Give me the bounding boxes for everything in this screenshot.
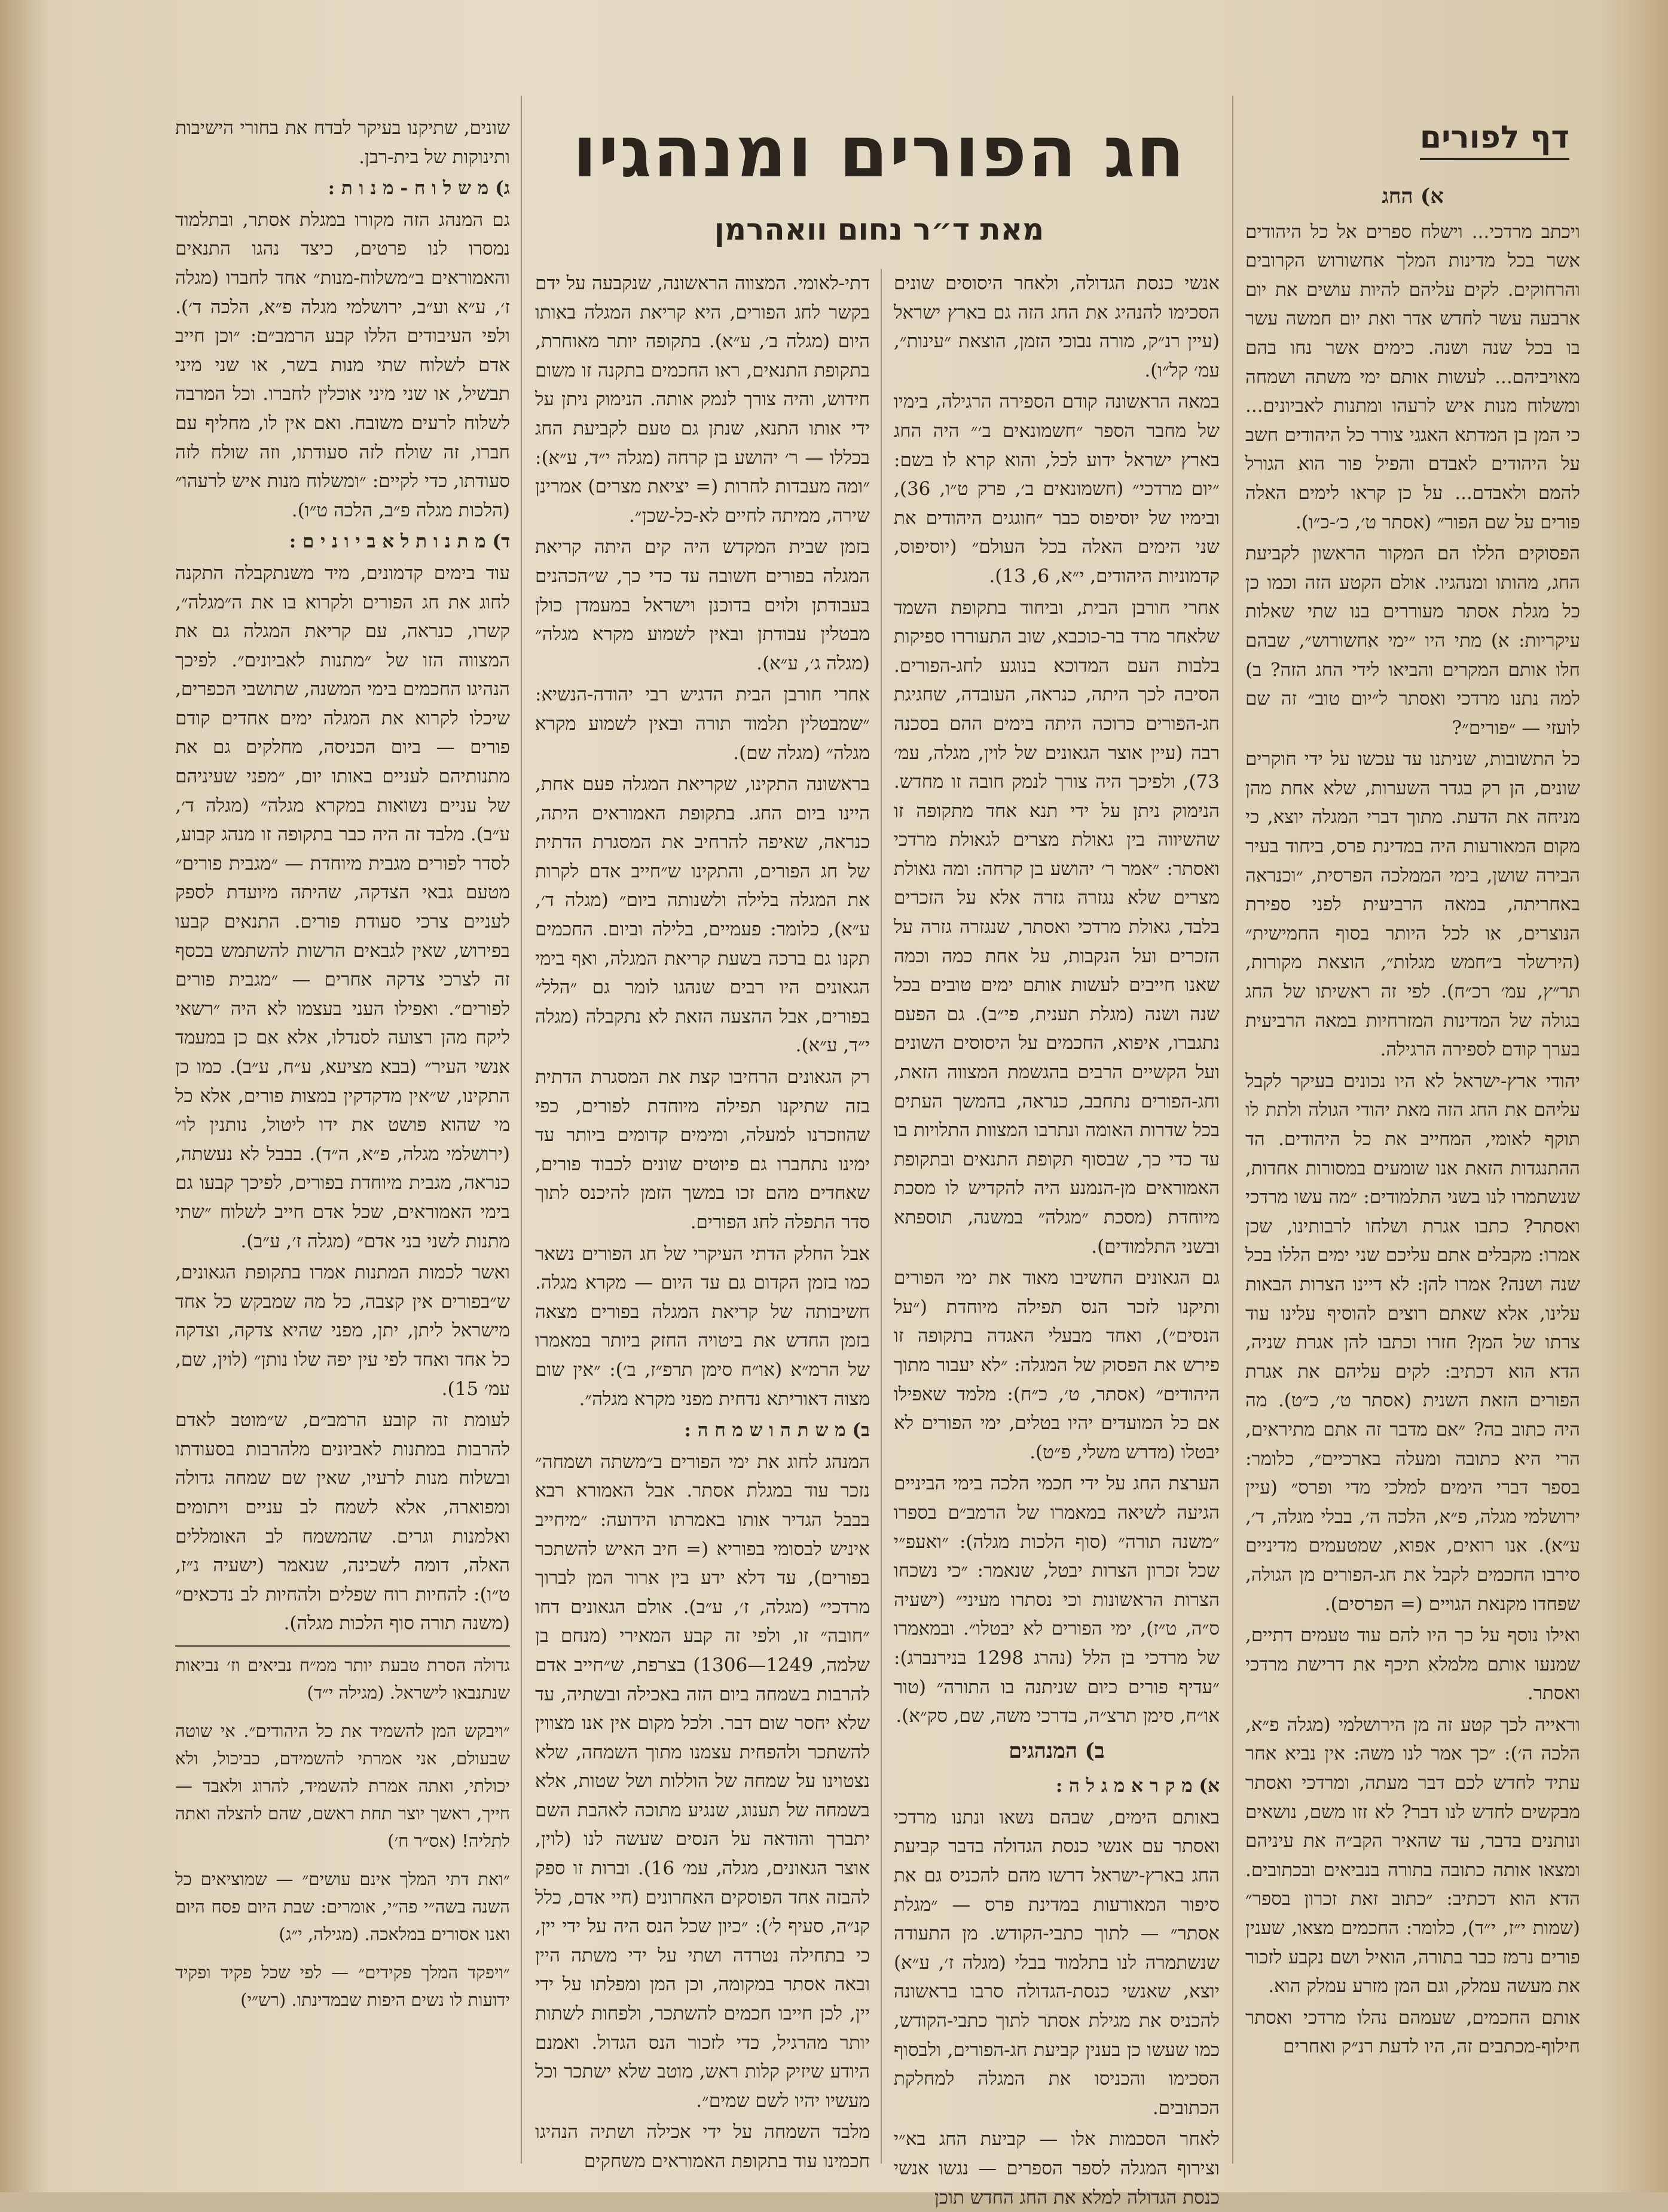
paragraph: כל התשובות, שניתנו עד עכשו על ידי חוקרים שונים, הן רק בגדר השערות, שלא אחת מהן מניחה את הדעת. מתוך דברי המגלה יוצא, כי מקום המאורעות היה במדינת פרס, ביחוד בעיר הבירה שושן, בימי הממלכה הפרסית, ״וכנראה באחריתה, במאה הרביעית לפני ספירת הנוצרים, או לכל היותר בסוף החמישית״ (הירשלר ב״חמש מגלות״, הוצאת מקורות, תר״ץ, עמ׳ רכ״ח). לפי זה ראשיתו של החג בגולה של המדינות המזרחיות במאה הרביעית בערך קודם לספירה הרגילה. [1245,748,1580,1061]
paragraph: אותם החכמים, שעמהם נהלו מרדכי ואסתר חילוף-מכתבים זה, היו לדעת רנ״ק ואחרים [1245,2006,1580,2058]
paragraph: הפסוקים הללו הם המקור הראשון לקביעת החג, מהותו ומנהגיו. אולם הקטע הזה וכמו כן כל מגלת אסתר מעוררים בנו שתי שאלות עיקריות: א) מתי היו ״ימי אחשורוש״, שבהם חלו אותם המקרים והביאו לידי החג הזה? ב) למה נתנו מרדכי ואסתר ל״יום טוב״ זה שם לועזי — ״פורים״? [1245,543,1580,739]
quote-item: ״ויבקש המן להשמיד את כל היהודים״. אי שוטה שבעולם, אני אמרתי להשמידם, כביכול, ולא יכולתי, ואתה אמרת להשמיד, להרוג ולאבד — חייך, ראשך יוצר תחת ראשם, שהם להצלה ואתה לתליה! (אס״ר ח׳) [175,1720,510,1851]
paragraph: אבל החלק הדתי העיקרי של חג הפורים נשאר כמו בזמן הקדום גם עד היום — מקרא מגלה. חשיבותה של קריאת המגלה בפורים מצאה בזמן החדש את ביטויה החזק ביותר במאמרו של הרמ״א (או״ח סימן תרפ״ז, ב׳): ״אין שום מצוה דאוריתא נדחית מפני מקרא מגלה״. [535,1243,870,1410]
paragraph: גם המנהג הזה מקורו במגלת אסתר, ובתלמוד נמסרו לנו פרטים, כיצד נהגו התנאים והאמוראים ב״משלוח-מנות״ אחד לחברו (מגלה ז׳, ע״א וע״ב, ירושלמי מגלה פ״א, הלכה ד׳). ולפי העיבודים הללו קבע הרמב״ם: ״וכן חייב אדם לשלוח שתי מנות בשר, או שני מיני תבשיל, או שני מיני אוכלין לחברו. וכל המרבה לשלוח לרעים משובח. ואם אין לו, מחליף עם חברו, זה שולח לזה סעודתו, וזה שולח לזה סעודתו, כדי לקיים: ״ומשלוח מנות איש לרעהו״ (הלכות מגלה פ״ב, הלכה ט״ו). [175,209,510,521]
newspaper-page [24,90,1593,2208]
paragraph: שונים, שתיקנו בעיקר לבדח את בחורי הישיבות ותינוקות של בית-רבן. [175,117,510,168]
article-title: חג הפורים ומנהגיו [572,111,1186,193]
paragraph: רק הגאונים הרחיבו קצת את המסגרת הדתית בזה שתיקנו תפילה מיוחדת לפורים, כפי שהוזכרנו למעלה, ומימים קדומים ביותר עד ימינו נתחברו גם פיוטים שונים לכבוד פורים, שאחדים מהם זכו במשך הזמן להיכנס לתוך סדר התפלה לחג הפורים. [535,1066,870,1233]
paragraph: במאה הראשונה קודם הספירה הרגילה, בימיו של מחבר הספר ״חשמונאים ב׳״ היה החג בארץ ישראל ידוע לכל, והוא קרא לו בשם: ״יום מרדכי״ (חשמונאים ב׳, פרק ט״ו, 36), ובימיו של יוסיפוס כבר ״חוגגים היהודים את שני הימים האלה בכל העולם״ (יוסיפוס, קדמוניות היהודים, י״א, 6, 13). [894,391,1220,587]
quote-item: ״ויפקד המלך פקידים״ — לפי שכל פקיד ופקיד ידועות לו נשים היפות שבמדינתו. (רש״י) [175,1962,510,2010]
paragraph: וראייה לכך קטע זה מן הירושלמי (מגלה פ״א, הלכה ה׳): ״כך אמר לנו משה: אין נביא אחר עתיד לחדש לכם דבר מעתה, ומרדכי ואסתר מבקשים לחדש לנו דבר? לא זזו משם, נושאים ונותנים בדבר, עד שהאיר הקב״ה את עיניהם ומצאו אותה כתובה בתורה בנביאים ובכתובים. הדא הוא דכתיב: ״כתוב זאת זכרון בספר״ (שמות י״ז, י״ד), כלומר: החכמים מצאו, שענין פורים נרמז כבר בתורה, הואיל ושם נקבע לזכור את מעשה עמלק, וגם המן מזרע עמלק הוא. [1245,1714,1580,1997]
quote-item: גדולה הסרת טבעת יותר ממ״ח נביאים וז׳ נביאות שנתנבאו לישראל. (מגילה י״ד) [175,1654,510,1703]
paragraph: בראשונה התקינו, שקריאת המגלה פעם אחת, היינו ביום החג. בתקופת האמוראים היתה, כנראה, שאיפה להרחיב את המסגרת הדתית של חג הפורים, והתקינו ש״חייב אדם לקרות את המגלה בלילה ולשנותה ביום״ (מגלה ד׳, ע״א), כלומר: פעמיים, בלילה וביום. החכמים תקנו גם ברכה בשעת קריאת המגלה, ואף בימי הגאונים היו רבים שנהגו לומר גם ״הלל״ בפורים, אבל ההצעה הזאת לא נתקבלה (מגלה י״ד, ע״א). [535,773,870,1057]
title-block [531,90,1227,251]
subheading-megillah-reading: א) מ ק ר א מ ג ל ה : [1055,1775,1220,1797]
quote-item: ״ואת דתי המלך אינם עושים״ — שמוציאים כל השנה בשה״י פה״י, אומרים: שבת היום פסח היום ואנו אסורים במלאכה. (מגילה, י״ג) [175,1868,510,1944]
paragraph: ואשר לכמות המתנות אמרו בתקופת הגאונים, ש״בפורים אין קצבה, כל מה שמבקש כל אחד מישראל ליתן, יתן, מפני שהיא צדקה, וצדקה כל אחד ואחד לפי עין יפה שלו נותן״ (לוין, שם, עמ׳ 15). [175,1262,510,1400]
paragraph: דתי-לאומי. המצווה הראשונה, שנקבעה על ידם בקשר לחג הפורים, היא קריאת המגלה באותו היום (מגלה ב׳, ע״א). בתקופה יותר מאוחרת, בתקופת התנאים, ראו החכמים בתקנה זו משום חידוש, והיה צורך לנמק אותה. הנימוק ניתן על ידי אותו התנא, שנתן גם טעם לקביעת החג בכללו — ר׳ יהושע בן קרחה (מגלה י״ד, ע״א): ״ומה מעבדות לחרות (= יציאת מצרים) אמרינן שירה, ממיתה לחיים לא-כל-שכן״. [535,273,870,527]
column-4 [175,114,510,2164]
paragraph: אחרי חורבן הבית, וביחוד בתקופת השמד שלאחר מרד בר-כוכבא, שוב התעוררו ספיקות בלבות העם המדוכא בנוגע לחג-הפורים. הסיבה לכך היתה, כנראה, העובדה, שחגיגת חג-הפורים כרוכה היתה בימים ההם בסכנה רבה (עיין אוצר הגאונים של לוין, מגלה, עמ׳ 73), ולפיכך היה צורך לנמק חובה זו מחדש. הנימוק ניתן על ידי תנא אחד מתקופה זו שהשיווה בין גאולת מצרים לגאולת מרדכי ואסתר: ״אמר ר׳ יהושע בן קרחה: ומה גאולת מצרים שלא נגזרה גזרה אלא על הזכרים בלבד, גאולת מרדכי ואסתר, שנגזרה גזרה על הזכרים ועל הנקבות, על אחת כמה וכמה שאנו חייבים לעשות אותם ימים טובים בכל שנה ושנה (מגלת תענית, פי״ב). גם הפעם נתגברו, איפוא, החכמים על היסוסים השונים ועל הקשיים הרבים בהגשמת המצווה הזאת, וחג-הפורים נתחבב, כנראה, בהמשך העתים בכל שדרות האומה ונתרבו המצוות התלויות בו עד כדי כך, שבסוף תקופת התנאים ובתקופת האמוראים מן-הנמנע היה להקדיש לו מסכת מיוחדת (מסכת ״מגלה״ במשנה, תוספתא ובשני התלמודים). [894,596,1220,1258]
subheading-gifts-to-poor: ד) מ ת נ ו ת ל א ב י ו נ י ם : [289,531,510,553]
paragraph: באותם הימים, שבהם נשאו ונתנו מרדכי ואסתר עם אנשי כנסת הגדולה בדבר קביעת החג בארץ-ישראל דרשו מהם להכניס גם את סיפור המאורעות במדינת פרס — ״מגלת אסתר״ — לתוך כתבי-הקודש. מן התעודה שנשתמרה לנו בתלמוד בבלי (מגלה ז׳, ע״א) יוצא, שאנשי כנסת-הגדולה סרבו בראשונה להכניס את מגילת אסתר לתוך כתבי-הקודש, כמו שעשו כן בענין קביעת חג-הפורים, ולבסוף הסכימו והכניסו את המגלה למחלקת הכתובים. [894,1806,1220,2119]
section-heading-customs: ב) המנהגים [1009,1738,1105,1763]
quotes-box [175,1645,510,2014]
article-byline: מאת ד״ר נחום וואהרמן [714,212,1044,247]
section-header-label: דף לפורים [1420,120,1569,160]
paragraph [1245,218,1580,537]
column-1 [1245,176,1580,2164]
paragraph: לאחר הסכמות אלו — קביעת החג בא״י וצירוף המגלה לספר הספרים — נגשו אנשי כנסת הגדולה למלא את החג החדש תוכן [894,2128,1220,2208]
paragraph: ואילו נוסף על כך היו להם עוד טעמים דתיים, שמנעו אותם מלמלא תיכף את דרישת מרדכי ואסתר. [1245,1624,1580,1705]
section-heading-holiday: א) החג [1382,184,1444,209]
column-divider [1232,96,1233,2164]
paragraph: אחרי חורבן הבית הדגיש רבי יהודה-הנשיא: ״שמבטלין תלמוד תורה ובאין לשמוע מקרא מגלה״ (מגלה שם). [535,684,870,764]
paragraph: לעומת זה קובע הרמב״ם, ש״מוטב לאדם להרבות במתנות לאביונים מלהרבות בסעודתו ובשלוח מנות לרעיו, שאין שם שמחה גדולה ומפוארה, אלא לשמח לב עניים ויתומים ואלמנות וגרים. שהמשמח לב האומללים האלה, דומה לשכינה, שנאמר (ישעיה נ״ז, ט״ו): להחיות רוח שפלים ולהחיות לב נדכאים״ (משנה תורה סוף הלכות מגלה). [175,1409,510,1635]
paragraph: הערצת החג על ידי חכמי הלכה בימי הביניים הגיעה לשיאה במאמרו של הרמב״ם בספרו ״משנה תורה״ (סוף הלכות מגלה): ״ואעפ״י שכל זכרון הצרות יבטל, שנאמר: ״כי נשכחו הצרות הראשונות וכי נסתרו מעיני״ (ישעיה ס״ה, ט״ז), ימי הפורים לא יבטלו״. ובמאמרו של מרדכי בן הלל (נהרג 1298 בנירנברג): ״עדיף פורים כיום שניתנה בו התורה״ (טור או״ח, סימן תרצ״ה, בדרכי משה, שם, סק״א). [894,1473,1220,1727]
subheading-mishloach-manot: ג) מ ש ל ו ח - מ נ ו ת : [328,178,510,200]
column-2 [894,269,1220,2208]
subheading-feast-joy: ב) מ ש ת ה ו ש מ ח ה : [684,1419,870,1442]
column-3 [535,269,870,2172]
paragraph: בזמן שבית המקדש היה קים היתה קריאת המגלה בפורים חשובה עד כדי כך, ש״הכהנים בעבודתן ולוים בדוכנן וישראל במעמדן כולן מבטלין עבודתן ובאין לשמוע מקרא מגלה״ (מגלה ג׳, ע״א). [535,536,870,674]
paragraph: אנשי כנסת הגדולה, ולאחר היסוסים שונים הסכימו להנהיג את החג הזה גם בארץ ישראל (עיין רנ״ק, מורה נבוכי הזמן, הוצאת ״עינות״, עמ׳ קל״ו). [894,273,1220,381]
paragraph: גם הגאונים החשיבו מאוד את ימי הפורים ותיקנו לזכר הנס תפילה מיוחדת (״על הנסים״), ואחד מבעלי האגדה בתקופה זו פירש את הפסוק של המגלה: ״לא יעבור מתוך היהודים״ (אסתר, ט׳, כ״ח): מלמד שאפילו אם כל המועדים יהיו בטלים, ימי הפורים לא יבטלו (מדרש משלי, פ״ט). [894,1267,1220,1463]
paragraph: המנהג לחוג את ימי הפורים ב״משתה ושמחה״ נזכר עוד במגלת אסתר. אבל האמורא רבא בבבל הגדיר אותו באמרתו הידועה: ״מיחייב איניש לבסומי בפוריא (= חיב האיש להשתכר בפורים), עד דלא ידע בין ארור המן לברוך מרדכי״ (מגלה, ז׳, ע״ב). אולם הגאונים דחו ״חובה״ זו, ולפי זה קבע המאירי (מנחם בן שלמה, 1249—1306) בצרפת, ש״חייב אדם להרבות בשמחה ביום הזה באכילה ובשתיה, עד שלא יחסר שום דבר. ולכל מקום אין אנו מצווין להשתכר ולהפחית עצמנו מתוך השמחה, שלא נצטוינו על שמחה של הוללות ושל שטות, אלא בשמחה של תענוג, שנגיע מתוכה לאהבת השם יתברך והודאה על הנסים שעשה לנו (לוין, אוצר הגאונים, מגלה, עמ׳ 16). וברות זו ספק להבזה אחד הפוסקים האחרונים (חיי אדם, כלל קנ״ה, סעיף ל׳): ״כיון שכל הנס היה על ידי יין, כי בתחילה נטרדה ושתי על ידי משתה היין ובאה אסתר במקומה, וכן המן ומפלתו על ידי יין, לכן חייבו חכמים להשתכר, ולפחות לשתות יותר מהרגיל, כדי לזכור הנס הגדול. ואמנם היודע שיזיק קלות ראש, מוטב שלא ישתכר וכל מעשיו יהיו לשם שמים״. [535,1451,870,2112]
paragraph: עוד בימים קדמונים, מיד משנתקבלה התקנה לחוג את חג הפורים ולקרוא בו את ה״מגלה״, קשרו, כנראה, עם קריאת המגלה גם את המצווה הזו של ״מתנות לאביונים״. לפיכך הנהיגו החכמים בימי המשנה, שתושבי הכפרים, שיכלו לקרוא את המגלה ימים אחדים קודם פורים — ביום הכניסה, מחלקים גם את מתנותיהם לעניים באותו יום, ״מפני שעיניהם של עניים נשואות במקרא מגלה״ (מגלה ד׳, ע״ב). מלבד זה היה כבר בתקופה זו מנהג קבוע, לסדר לפורים מגבית מיוחדת — ״מגבית פורים״ מטעם גבאי הצדקה, שהיתה מיועדת לספק לעניים צרכי סעודת פורים. התנאים קבעו בפירוש, שאין לגבאים הרשות להשתמש בכסף זה לצרכי צדקה אחרים — ״מגבית פורים לפורים״. ואפילו העני בעצמו לא היה ״רשאי ליקח מהן רצועה לסנדלו, אלא אם כן במעמד אנשי העיר״ (בבא מציעא, ע״ח, ע״ב). כמו כן התקינו, ש״אין מדקדקין במצות פורים, אלא כל מי שהוא פושט את ידו ליטול, נותנין לו״ (ירושלמי מגלה, פ״א, ה״ד). בבבל לא נעשתה, כנראה, מגבית מיוחדת בפורים, לפיכך קבעו גם בימי האמוראים, שכל אדם חייב לשלוח ״שתי מתנות לשני בני אדם״ (מגלה ז׳, ע״ב). [175,562,510,1252]
column-divider [521,96,522,2164]
column-divider [881,269,882,2164]
paragraph: מלבד השמחה על ידי אכילה ושתיה הנהיגו חכמינו עוד בתקופת האמוראים משחקים [535,2121,870,2172]
paragraph: יהודי ארץ-ישראל לא היו נכונים בעיקר לקבל עליהם את החג הזה מאת יהודי הגולה ולתת לו תוקף לאומי, המחייב את כל היהודים. הד ההתנגדות הזאת אנו שומעים במסורות אחדות, שנשתמרו לנו בשני התלמודים: ״מה עשו מרדכי ואסתר? כתבו אגרת ושלחו לרבותינו, שכן אמרו: מקבלים אתם עליכם שני ימים הללו בכל שנה ושנה? אמרו להן: לא דיינו הצרות הבאות עלינו, אלא שאתם רוצים להוסיף עלינו עוד צרתו של המן? חזרו וכתבו להן אגרת שניה, הדא הוא דכתיב: לקים עליהם את אגרת הפורים הזאת השנית (אסתר ט׳, כ״ט). מה היה כתוב בה? ״אם מדבר זה אתם מתיראים, הרי היא כתובה ומעלה בארכיים״, כלומר: בספר דברי הימים למלכי מדי ופרס״ (עיין ירושלמי מגלה, פ״א, הלכה ה׳, בבלי מגלה, ד׳, ע״א). אנו רואים, אפוא, שמטעמים מדיניים סירבו החכמים לקבל את חג-הפורים מן הגולה, שפחדו מקנאת הגויים (= הפרסים). [1245,1070,1580,1615]
paragraph-text: ויכתב מרדכי... וישלח ספרים אל כל היהודים אשר בכל מדינות המלך אחשורוש הקרובים והרחוקים. לקים עליהם להיות עושים את יום ארבעה עשר לחדש אדר ואת יום חמשה עשר בו בכל שנה ושנה. כימים אשר נחו בהם מאויביהם... לעשות אותם ימי משתה ושמחה ומשלוח מנות איש לרעהו ומתנות לאביונים... כי המן בן המדתא האגגי צורר כל היהודים חשב על היהודים לאבדם והפיל פור הוא הגורל להמם ולאבדם... על כן קראו לימים האלה פורים על שם הפור״ (אסתר ט׳, כ׳-כ״ו). [1245,221,1580,533]
